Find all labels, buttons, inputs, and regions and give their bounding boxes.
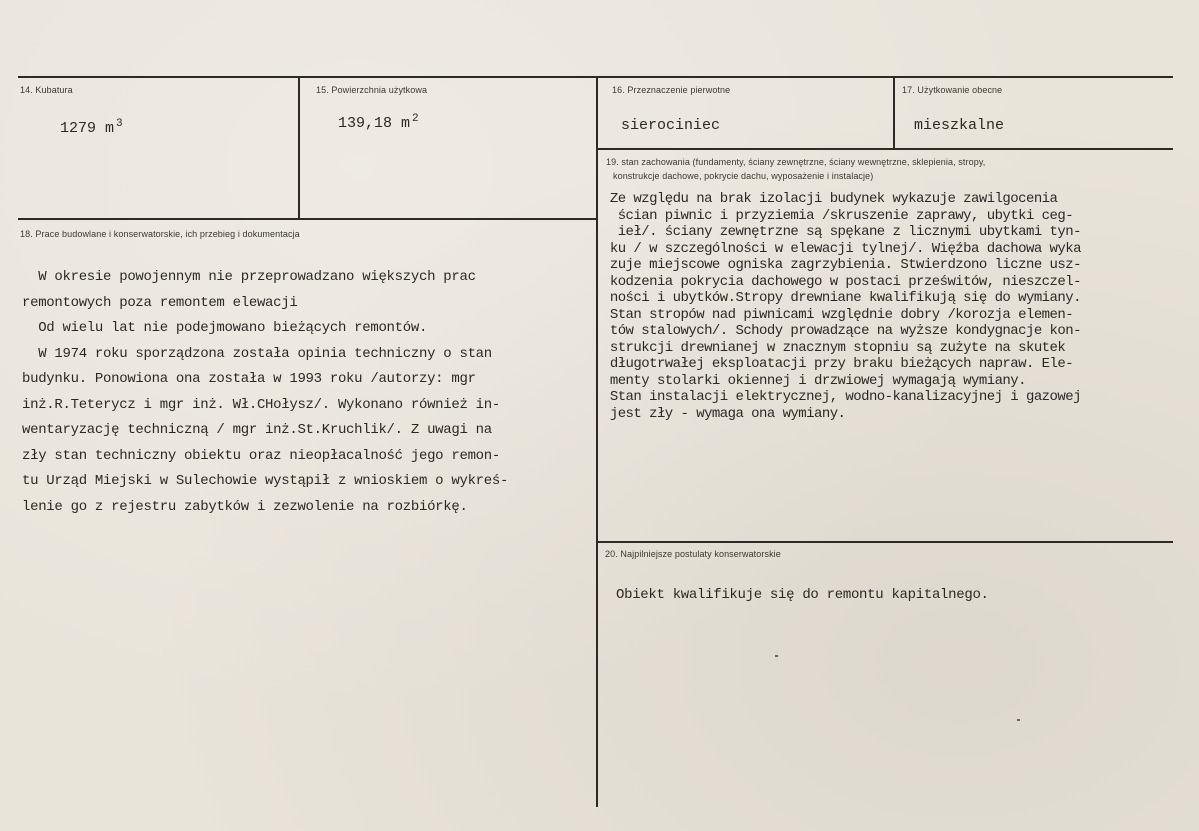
- field-14-value: [60, 118, 123, 137]
- divider-16-19: [597, 148, 1173, 150]
- field-16-label: 16. Przeznaczenie pierwotne: [612, 85, 731, 95]
- divider-14-18: [18, 218, 597, 220]
- field-17-label: 17. Użytkowanie obecne: [902, 85, 1003, 95]
- field-14-label: 14. Kubatura: [20, 85, 73, 95]
- field-19-text: Ze względu na brak izolacji budynek wykazuje zawilgocenia ścian piwnic i przyziemia /skruszenie zaprawy, ubytki ceg- ieł/. ściany zewnętrzne są spękane z licznymi ubytkami tyn- ku / w szczególności w elewacji tylnej/. Więźba dachowa wyka zuje miejscowe ogniska zagrzybienia. Stwierdzono liczne usz- kodzenia pokrycia dachowego w postaci prześwitów, nieszczel- ności i ubytków.Stropy drewniane kwalifikują się do wymiany. Stan stropów nad piwnicami względnie dobry /korozja elemen- tów stalowych/. Schody prowadzące na wyższe kondygnacje kon- strukcji drewnianej w znacznym stopniu są zużyte na skutek długotrwałej eksploatacji przy braku bieżących napraw. Ele- menty stolarki okiennej i drzwiowej wymagają wymiany. Stan instalacji elektrycznej, wodno-kanalizacyjnej i gazowej jest zły - wymaga ona wymiany.: [609, 191, 1081, 422]
- divider-16-17: [893, 77, 895, 149]
- cubature-value: 1279 m: [60, 120, 115, 137]
- paper-speck: [775, 655, 778, 657]
- field-20-label: 20. Najpilniejsze postulaty konserwatorskie: [605, 549, 781, 559]
- field-19-label-line1: 19. stan zachowania (fundamenty, ściany zewnętrzne, ściany wewnętrzne, sklepienia, stropy,: [606, 157, 986, 167]
- field-17-value: mieszkalne: [914, 117, 1005, 134]
- field-19-label-line2: konstrukcje dachowe, pokrycie dachu, wyposażenie i instalacje): [613, 171, 874, 181]
- field-20-text: Obiekt kwalifikuje się do remontu kapitalnego.: [616, 587, 989, 603]
- paper-speck: [1017, 719, 1020, 721]
- field-18-label: 18. Prace budowlane i konserwatorskie, ich przebieg i dokumentacja: [20, 229, 300, 239]
- area-value: 139,18 m: [338, 115, 411, 132]
- center-divider: [596, 77, 598, 807]
- cubature-exponent: 3: [116, 118, 123, 130]
- field-18-text: W okresie powojennym nie przeprowadzano większych prac remontowych poza remontem elewacji Od wielu lat nie podejmowano bieżących remontów. W 1974 roku sporządzona została opinia techniczny o stan budynku. Ponowiona ona została w 1993 roku /autorzy: mgr inż.R.Teterycz i mgr inż. Wł.CHołysz/. Wykonano również in- wentaryzację techniczną / mgr inż.St.Kruchlik/. Z uwagi na zły stan techniczny obiektu oraz nieopłacalność jego remon- tu Urząd Miejski w Sulechowie wystąpił z wnioskiem o wykreś- lenie go z rejestru zabytków i zezwolenie na rozbiórkę.: [22, 269, 509, 515]
- divider-19-20: [597, 541, 1173, 543]
- field-16-value: sierociniec: [621, 117, 721, 134]
- field-15-label: 15. Powierzchnia użytkowa: [316, 85, 428, 95]
- divider-14-15: [298, 77, 300, 219]
- field-15-value: [338, 113, 419, 132]
- area-exponent: 2: [412, 113, 419, 125]
